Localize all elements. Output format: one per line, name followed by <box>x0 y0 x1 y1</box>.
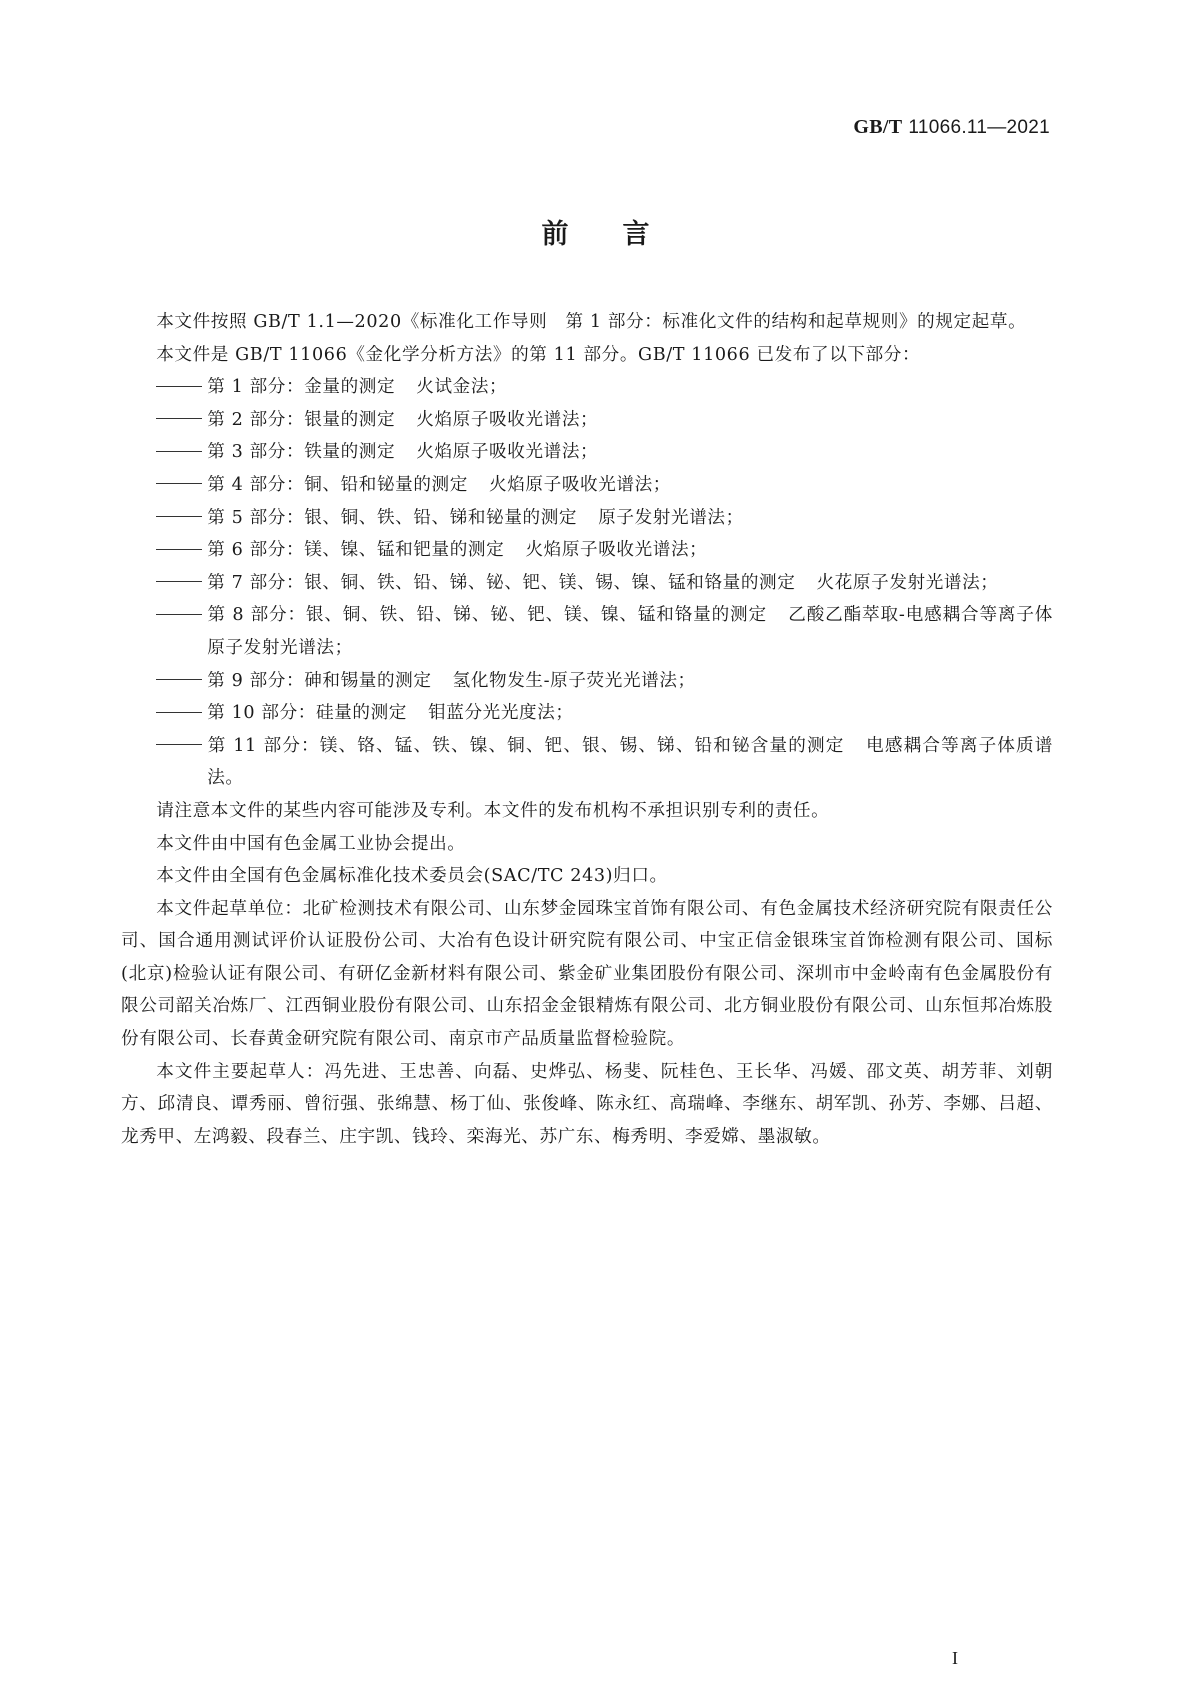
part-method: 氢化物发生-原子荧光光谱法； <box>452 670 696 691</box>
part-label: 第 6 部分：镁、镍、锰和钯量的测定 <box>207 540 505 561</box>
em-dash-bullet <box>156 436 207 469</box>
part-label: 第 4 部分：铜、铅和铋量的测定 <box>207 474 468 495</box>
em-dash-bullet <box>156 665 207 698</box>
part-method: 火焰原子吸收光谱法； <box>416 442 599 463</box>
em-dash-bullet <box>156 469 207 502</box>
part-method: 火花原子发射光谱法； <box>816 572 999 593</box>
em-dash-bullet <box>156 567 207 600</box>
list-item-part-10 <box>121 697 1053 730</box>
part-label: 第 11 部分：镁、铬、锰、铁、镍、铜、钯、银、锡、锑、铅和铋含量的测定 <box>207 735 845 756</box>
part-method: 火焰原子吸收光谱法； <box>525 540 708 561</box>
list-item-part-1 <box>121 371 1053 404</box>
part-method: 火焰原子吸收光谱法； <box>416 409 599 430</box>
paragraph-series-intro: 本文件是 GB/T 11066《金化学分析方法》的第 11 部分。GB/T 11066 已发布了以下部分： <box>156 344 921 365</box>
part-method: 电感耦合等离子体质谱法。 <box>207 735 1053 789</box>
list-item-part-11 <box>121 730 1053 795</box>
paragraph-main-drafters: 本文件主要起草人：冯先进、王忠善、向磊、史烨弘、杨斐、阮桂色、王长华、冯媛、邵文英、胡芳菲、刘朝方、邱清良、谭秀丽、曾衍强、张绵慧、杨丁仙、张俊峰、陈永红、高瑞峰、李继东、胡军凯、孙芳、李娜、吕超、龙秀甲、左鸿毅、段春兰、庄宇凯、钱玲、栾海光、苏广东、梅秀明、李爱嫦、墨淑敏。 <box>121 1061 1053 1147</box>
paragraph-drafting-units: 本文件起草单位：北矿检测技术有限公司、山东梦金园珠宝首饰有限公司、有色金属技术经济研究院有限责任公司、国合通用测试评价认证股份公司、大冶有色设计研究院有限公司、中宝正信金银珠宝首饰检测有限公司、国标(北京)检验认证有限公司、有研亿金新材料有限公司、紫金矿业集团股份有限公司、深圳市中金岭南有色金属股份有限公司韶关冶炼厂、江西铜业股份有限公司、山东招金金银精炼有限公司、北方铜业股份有限公司、山东恒邦冶炼股份有限公司、长春黄金研究院有限公司、南京市产品质量监督检验院。 <box>121 898 1053 1050</box>
em-dash-bullet <box>156 404 207 437</box>
list-item-part-3 <box>121 436 1053 469</box>
page-title: 前言 <box>541 219 704 250</box>
standard-prefix: GB/T <box>853 116 903 138</box>
list-item-part-2 <box>121 404 1053 437</box>
list-item-part-5 <box>121 502 1053 535</box>
part-method: 原子发射光谱法； <box>598 507 744 528</box>
part-label: 第 3 部分：铁量的测定 <box>207 442 396 463</box>
document-body <box>121 306 1053 1153</box>
page-number: I <box>952 1648 958 1668</box>
em-dash-bullet <box>156 697 207 730</box>
em-dash-bullet <box>156 534 207 567</box>
part-label: 第 1 部分：金量的测定 <box>207 377 396 398</box>
paragraph-jurisdiction: 本文件由全国有色金属标准化技术委员会(SAC/TC 243)归口。 <box>156 866 668 887</box>
part-label: 第 8 部分：银、铜、铁、铅、锑、铋、钯、镁、镍、锰和铬量的测定 <box>207 605 767 626</box>
list-item-part-4 <box>121 469 1053 502</box>
part-method: 火焰原子吸收光谱法； <box>489 474 671 495</box>
em-dash-bullet <box>156 502 207 535</box>
list-item-part-7 <box>121 567 1053 600</box>
standard-number: 11066.11—2021 <box>908 117 1050 138</box>
part-label: 第 7 部分：银、铜、铁、铅、锑、铋、钯、镁、锡、镍、锰和铬量的测定 <box>207 572 796 593</box>
part-label: 第 2 部分：银量的测定 <box>207 409 396 430</box>
list-item-part-8 <box>121 599 1053 664</box>
part-method: 火试金法； <box>416 377 508 398</box>
paragraph-drafting-rules: 本文件按照 GB/T 1.1—2020《标准化工作导则 第 1 部分：标准化文件的结构和起草规则》的规定起草。 <box>156 312 1027 332</box>
list-item-part-9 <box>121 665 1053 698</box>
part-label: 第 5 部分：银、铜、铁、铅、锑和铋量的测定 <box>207 507 578 528</box>
part-label: 第 10 部分：硅量的测定 <box>207 703 407 724</box>
parts-list <box>121 371 1053 795</box>
paragraph-proposed-by: 本文件由中国有色金属工业协会提出。 <box>156 833 466 854</box>
part-method: 钼蓝分光光度法； <box>428 703 574 724</box>
em-dash-bullet <box>156 371 207 404</box>
paragraph-patent-notice: 请注意本文件的某些内容可能涉及专利。本文件的发布机构不承担识别专利的责任。 <box>156 800 830 821</box>
part-method: 乙酸乙酯萃取-电感耦合等离子体原子发射光谱法； <box>207 605 1053 658</box>
em-dash-bullet <box>156 599 207 632</box>
em-dash-bullet <box>156 730 207 763</box>
part-label: 第 9 部分：砷和锡量的测定 <box>207 670 432 691</box>
list-item-part-6 <box>121 534 1053 567</box>
standard-code-header <box>853 116 1050 139</box>
